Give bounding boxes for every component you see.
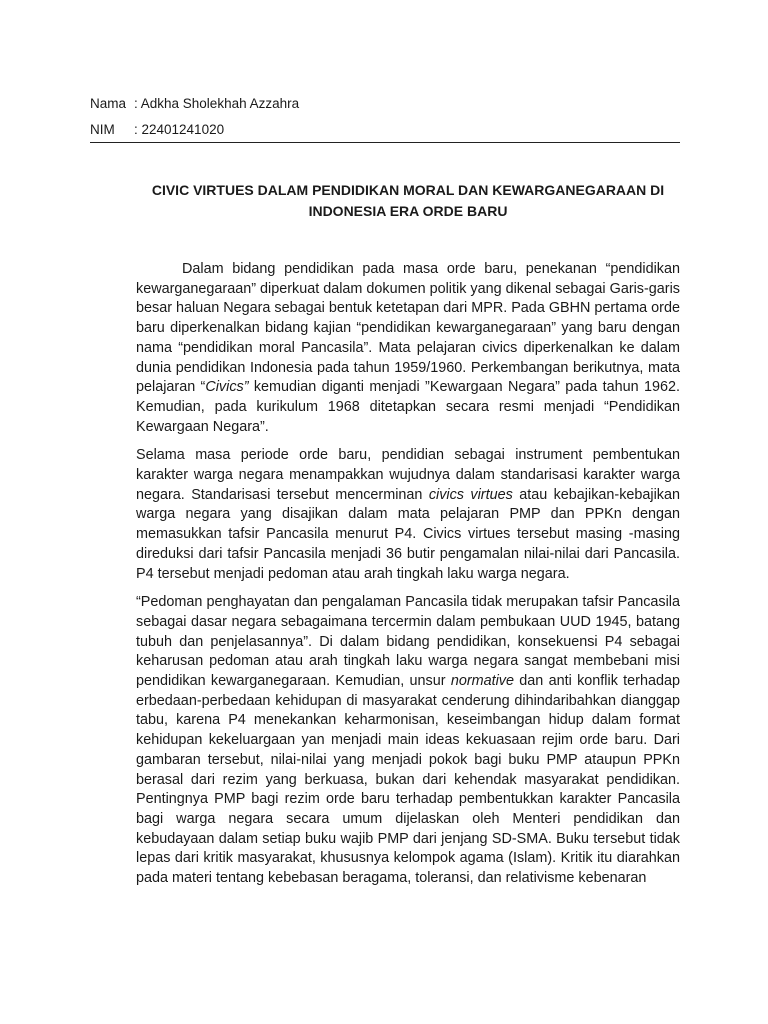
paragraph-2-text-b: atau kebajikan-kebajikan warga negara yang disajikan dalam mata pelajaran PMP dan PPKn dengan memasukkan tafsir Pancasila menurut P4. Civics virtues tersebut masing -masing direduksi dari tafsir Pancasila menjadi 36 butir pengamalan nilai-nilai dari Pancasila. P4 tersebut menjadi pedoman atau arah tingkah laku warga negara. [136, 486, 680, 582]
title-line-1: CIVIC VIRTUES DALAM PENDIDIKAN MORAL DAN KEWARGANEGARAAN DI [151, 182, 665, 198]
student-header [90, 90, 680, 142]
nim-row [90, 116, 680, 142]
name-label: Nama [90, 95, 127, 111]
paragraph-2-emphasis: civics virtues [428, 486, 513, 503]
nim-value: : 22401241020 [134, 121, 225, 137]
title-line-2: INDONESIA ERA ORDE BARU [308, 203, 508, 219]
paragraph-1 [136, 260, 680, 437]
paragraph-2-text-a: Selama masa periode orde baru, pendidian sebagai instrument pembentukan karakter warga negara menampakkan wujudnya dalam standarisasi karakter warga negara. Standarisasi tersebut mencerminan [136, 447, 680, 503]
paragraph-1-text-a: Dalam bidang pendidikan pada masa orde baru, penekanan “pendidikan kewarganegaraan” diperkuat dalam dokumen politik yang dikenal sebagai Garis-garis besar haluan Negara sebagai bentuk ketetapan dari MPR. Pada GBHN pertama orde baru diperkenalkan bidang kajian “pendidikan kewarganegaraan” yang baru dengan nama “pendidikan moral Pancasila”. Mata pelajaran civics diperkenalkan ke dalam dunia pendidikan Indonesia pada tahun 1959/1960. Perkembangan berikutnya, mata pelajaran “ [136, 261, 680, 396]
header-divider [90, 142, 680, 143]
name-row [90, 90, 680, 116]
paragraph-3-text-a: “Pedoman penghayatan dan pengalaman Pancasila tidak merupakan tafsir Pancasila sebagai dasar negara sebagaimana tercermin dalam pembukaan UUD 1945, batang tubuh dan penjelasannya”. Di dalam bidang pendidikan, konsekuensi P4 sebagai keharusan pedoman atau arah tingkah laku warga negara sangat membebani misi pendidikan kewarganegaraan. Kemudian, unsur [136, 594, 680, 690]
paragraph-1-text-b: kemudian diganti menjadi ”Kewargaan Negara” pada tahun 1962. Kemudian, pada kurikulum 1968 ditetapkan secara resmi menjadi “Pendidikan Kewargaan Negara”. [136, 379, 681, 435]
nim-label: NIM [90, 121, 115, 137]
paragraph-3-text-b: dan anti konflik terhadap erbedaan-perbedaan kehidupan di masyarakat cenderung dihindaribahkan dianggap tabu, karena P4 menekankan keharmonisan, keseimbangan hidup dalam format kehidupan kekeluargaan yan menjadi main ideas kekuasaan rejim orde baru. Dari gambaran tersebut, nilai-nilai yang menjadi pokok bagi buku PMP ataupun PPKn berasal dari rezim yang berkuasa, bukan dari kehendak masyarakat pendidikan. Pentingnya PMP bagi rezim orde baru terhadap pembentukkan karakter Pancasila bagi warga negara secara umum dijelaskan oleh Menteri pendidikan dan kebudayaan dalam setiap buku wajib PMP dari jenjang SD-SMA. Buku tersebut tidak lepas dari kritik masyarakat, khususnya kelompok agama (Islam). Kritik itu diarahkan pada materi tentang kebebasan beragama, toleransi, dan relativisme kebenaran [136, 673, 680, 887]
paragraph-2 [136, 446, 680, 584]
paragraph-3-emphasis: normative [450, 673, 514, 690]
paragraph-1-emphasis: Civics” [205, 379, 249, 396]
document-title [136, 180, 680, 222]
paragraph-3 [136, 593, 680, 889]
name-value: : Adkha Sholekhah Azzahra [134, 95, 300, 111]
document-body [136, 260, 680, 898]
